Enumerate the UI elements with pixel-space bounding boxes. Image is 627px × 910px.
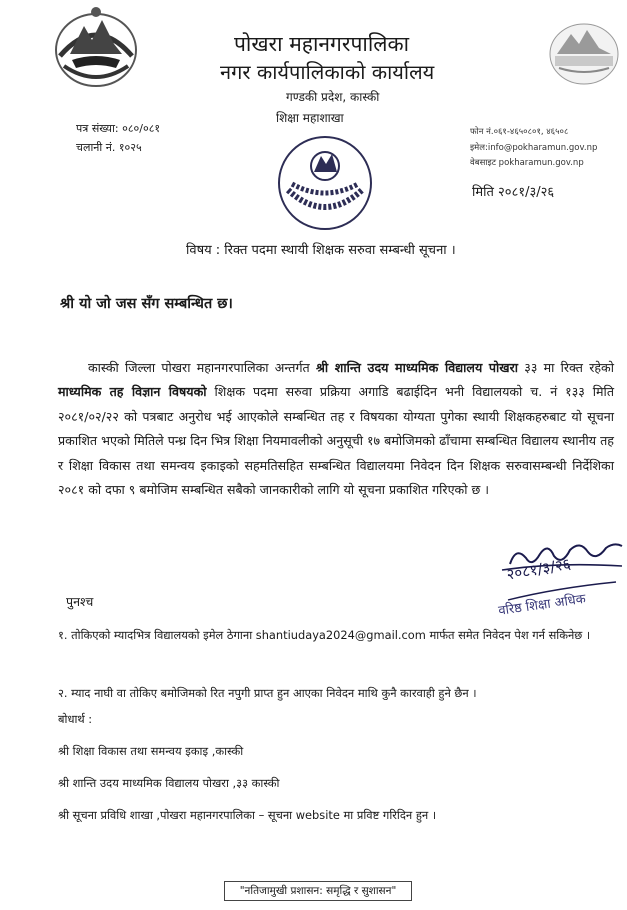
dispatch-number: चलानी नं. १०२५ (76, 141, 142, 154)
handwritten-date: २०८१/३/२६ (505, 554, 573, 584)
body-part-c: शिक्षक पदमा सरुवा प्रक्रिया अगाडि बढाईदिन भनी विद्यालयको च. नं १३३ मिति २०८१/०२/२२ को पत्रबाट अनुरोध भई आएकोले सम्बन्धित तह र विषयका योग्यता पुगेका स्थायी शिक्षकहरुबाट यो सूचना प्रकाशित भएको मितिले पन्ध्र दिन भित्र शिक्षा नियमावलीको अनुसूची १७ बमोजिमको ढाँचामा सम्बन्धित विद्यालय स्थानीय तह र शिक्षा विकास तथा समन्वय इकाइको सहमतिसहित सम्बन्धित विद्यालयमा निवेदन दिन शिक्षक सरुवासम्बन्धी निर्देशिका २०८१ को दफा ९ बमोजिम सम्बन्धित सबैको जानकारीको लागि यो सूचना प्रकाशित गरिएको छ । (58, 384, 614, 498)
postscript-heading: पुनश्च (66, 594, 94, 609)
postscript-item-2: २. म्याद नाघी वा तोकिए बमोजिमको रित नपुगी प्राप्त हुन आएका निवेदन माथि कुनै कारवाही हुने छैन । (58, 686, 477, 700)
body-part-b: ३३ मा रिक्त रहेको (518, 360, 614, 375)
school-name: श्री शान्ति उदय माध्यमिक विद्यालय पोखरा (315, 360, 519, 375)
subject-line: विषय : रिक्त पदमा स्थायी शिक्षक सरुवा सम्बन्धी सूचना । (186, 243, 456, 258)
cc-item: श्री शिक्षा विकास तथा समन्वय इकाइ ,कास्की (58, 744, 244, 758)
contact-phone: फोन नं.०६१-४६५०८०१, ४६५०८ (470, 127, 569, 137)
contact-website: वेबसाइट pokharamun.gov.np (470, 158, 584, 168)
salutation: श्री यो जो जस सँग सम्बन्धित छ। (60, 296, 233, 312)
body-part-a: कास्की जिल्ला पोखरा महानगरपालिका अन्तर्गत (88, 360, 316, 375)
office-seal-icon (274, 132, 376, 234)
notice-body (58, 356, 614, 502)
letter-date: मिति २०८१/३/२६ (472, 185, 555, 200)
nepal-emblem-icon (50, 4, 142, 90)
office-name: नगर कार्यपालिकाको कार्यालय (220, 60, 435, 84)
org-name: पोखरा महानगरपालिका (234, 32, 410, 56)
footer-motto: "नतिजामुखी प्रशासन: समृद्धि र सुशासन" (224, 881, 412, 901)
cc-item: श्री शान्ति उदय माध्यमिक विद्यालय पोखरा ,३३ कास्की (58, 776, 280, 790)
pokhara-lake-logo-icon (547, 20, 621, 86)
officer-stamp-text: वरिष्ठ शिक्षा अधिक (497, 591, 587, 619)
level-subject: माध्यमिक तह विज्ञान विषयको (58, 384, 207, 400)
postscript-item-1: १. तोकिएको म्यादभित्र विद्यालयको इमेल ठेगाना shantiudaya2024@gmail.com मार्फत समेत निवेदन पेश गर्न सकिनेछ । (58, 628, 591, 642)
branch-name: शिक्षा महाशाखा (276, 111, 344, 125)
cc-title: बोधार्थ : (58, 712, 93, 726)
cc-item: श्री सूचना प्रविधि शाखा ,पोखरा महानगरपालिका – सूचना website मा प्रविष्ट गरिदिन हुन । (58, 808, 437, 822)
province-line: गण्डकी प्रदेश, कास्की (286, 90, 380, 104)
letter-number: पत्र संख्या: ०८०/०८१ (76, 122, 161, 135)
contact-email: इमेल:info@pokharamun.gov.np (470, 143, 598, 153)
